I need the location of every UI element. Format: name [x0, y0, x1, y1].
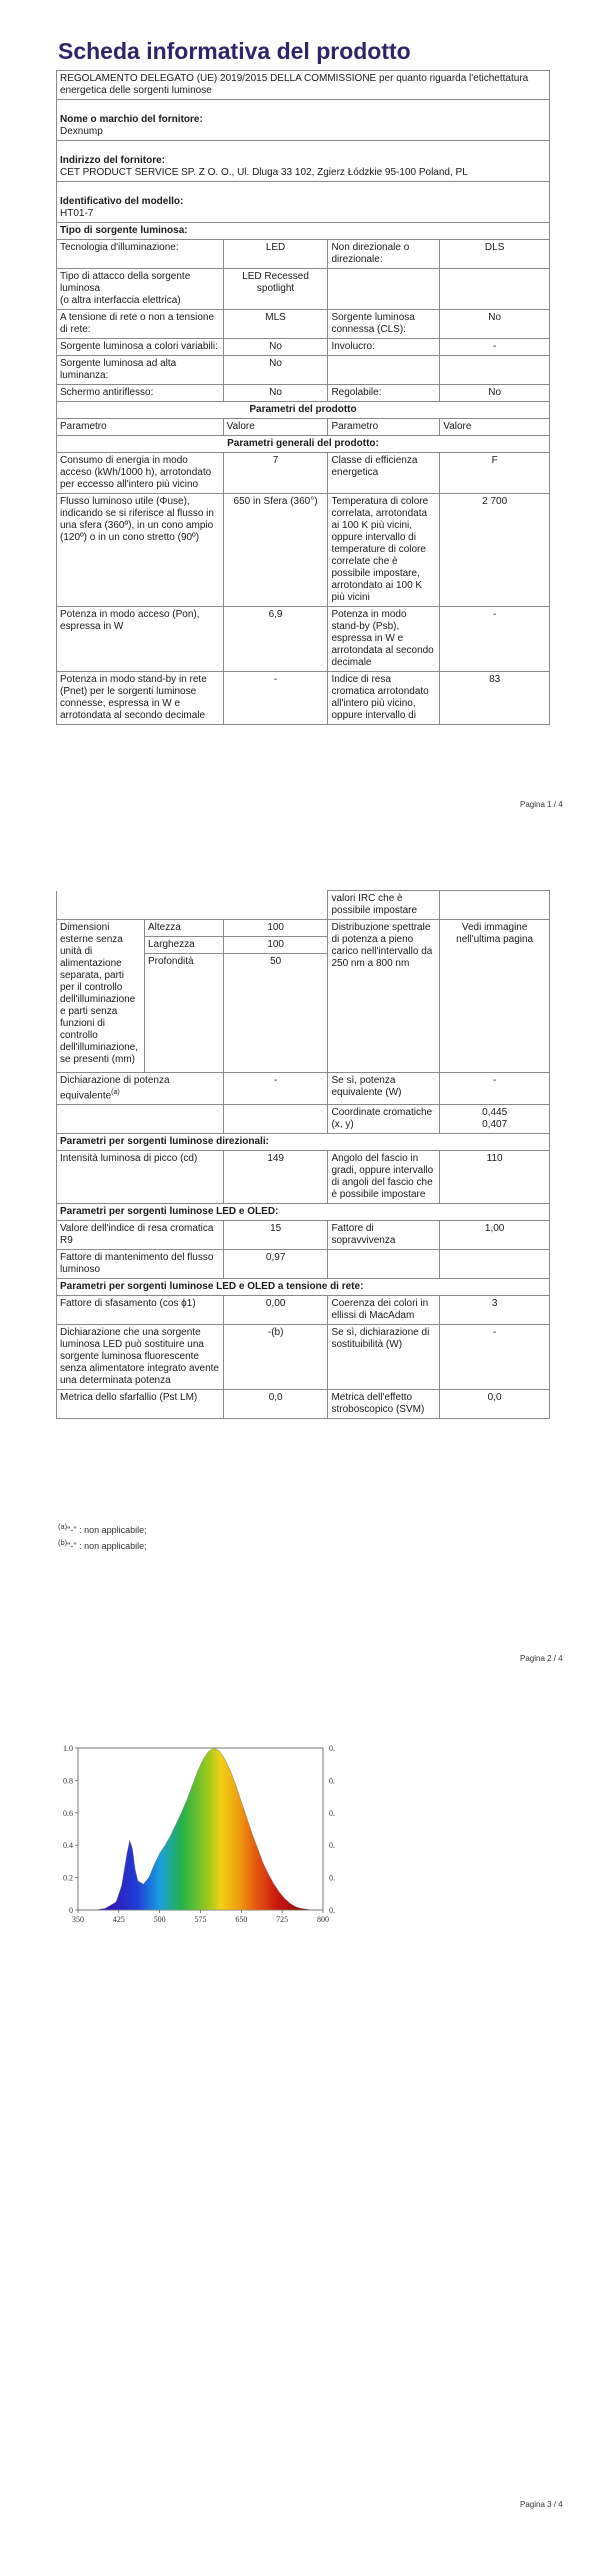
param-row — [57, 672, 550, 725]
page-3 — [0, 1720, 604, 2560]
right-tick-label: 0. — [329, 1744, 335, 1753]
param-label: Potenza in modo acceso (Pon), espressa in W — [57, 607, 224, 672]
param-value: 149 — [223, 1151, 328, 1204]
param-value: LED — [223, 240, 328, 269]
note-b: $^{(b)}$"-" : non applicabile; — [58, 1538, 147, 1551]
param-value: 83 — [440, 672, 550, 725]
x-tick-label: 725 — [276, 1915, 289, 1924]
page-3-footer: Pagina 3 / 4 — [520, 2500, 563, 2509]
dims-row — [57, 920, 550, 937]
mains-rows — [57, 1296, 550, 1419]
page-1-footer: Pagina 1 / 4 — [520, 800, 563, 809]
param-value: 6,9 — [223, 607, 328, 672]
right-tick-label: 0. — [329, 1906, 335, 1915]
product-params-heading: Parametri del prodotto — [57, 402, 550, 419]
param-value: 0,00 — [223, 1296, 328, 1325]
col-param-1: Parametro — [57, 419, 224, 436]
param-value: No — [223, 339, 328, 356]
note-a: $^{(a)}$"-" : non applicabile; — [58, 1522, 147, 1535]
param-value: - — [440, 1325, 550, 1390]
param-label: Indice di resa cromatica arrotondato all'intero più vicino, oppure intervallo di — [328, 672, 440, 725]
page-2-footer: Pagina 2 / 4 — [520, 1654, 563, 1663]
param-value: No — [223, 356, 328, 385]
product-info-table-p2 — [56, 890, 550, 1419]
model-row — [57, 182, 550, 223]
dims-label: Dimensioni esterne senza unità di alimentazione separata, parti per il controllo dell'illuminazione e parti senza funzioni di controllo dell'illuminazione, se presenti (mm) — [57, 920, 145, 1073]
param-label: Schermo antiriflesso: — [57, 385, 224, 402]
param-label: Regolabile: — [328, 385, 440, 402]
product-info-table-p1 — [56, 70, 550, 725]
supplier-address: CET PRODUCT SERVICE SP. Z O. O., Ul. Dluga 33 102, Zgierz Łódzkie 95-100 Poland, PL — [60, 167, 468, 178]
param-label — [328, 269, 440, 310]
param-value: - — [223, 672, 328, 725]
y-tick-label: 0.6 — [63, 1808, 73, 1818]
param-label: Temperatura di colore correlata, arrotondata ai 100 K più vicini, oppure intervallo di temperature di colore correlate che è possibile impostare, arrotondato ai 100 K più vicini — [328, 494, 440, 607]
dim-name: Altezza — [144, 920, 223, 937]
param-label: Potenza in modo stand-by (Psb), espressa in W e arrotondata al secondo decimale — [328, 607, 440, 672]
param-label: Dichiarazione di potenza equivalente$^{(a)}$ — [57, 1073, 224, 1105]
spectral-chart — [50, 1740, 410, 1940]
x-tick-label: 650 — [235, 1915, 248, 1924]
dim-value: 100 — [223, 920, 328, 937]
param-value: 0,0 — [440, 1390, 550, 1419]
col-value-2: Valore — [440, 419, 550, 436]
right-tick-label: 0. — [329, 1776, 335, 1786]
source-type-heading: Tipo di sorgente luminosa: — [57, 223, 550, 240]
param-label — [328, 1250, 440, 1279]
param-label: Involucro: — [328, 339, 440, 356]
cri-continuation: valori IRC che è possibile impostare — [328, 891, 440, 920]
param-value: 110 — [440, 1151, 550, 1204]
dim-value: 100 — [223, 937, 328, 954]
param-row — [57, 494, 550, 607]
param-label: Dichiarazione che una sorgente luminosa LED può sostituire una sorgente luminosa fluorescente senza alimentatore integrato avente una determinata potenza — [57, 1325, 224, 1390]
param-value: -(b) — [223, 1325, 328, 1390]
param-label: Fattore di sopravvivenza — [328, 1221, 440, 1250]
general-params-heading: Parametri generali del prodotto: — [57, 436, 550, 453]
supplier-address-row — [57, 141, 550, 182]
param-label: Metrica dello sfarfallio (Pst LM) — [57, 1390, 224, 1419]
y-tick-label: 0.8 — [63, 1776, 73, 1786]
x-tick-label: 800 — [317, 1915, 329, 1924]
right-tick-label: 0. — [329, 1841, 335, 1851]
y-tick-label: 0.4 — [63, 1841, 73, 1851]
param-label: Fattore di sfasamento (cos ϕ1) — [57, 1296, 224, 1325]
param-label: Consumo di energia in modo acceso (kWh/1000 h), arrotondato per eccesso all'intero più vicino — [57, 453, 224, 494]
param-label: Se sì, potenza equivalente (W) — [328, 1073, 440, 1105]
param-value — [440, 1250, 550, 1279]
x-tick-label: 500 — [153, 1915, 166, 1924]
param-value: - — [440, 607, 550, 672]
param-label: Coordinate cromatiche (x, y) — [328, 1105, 440, 1134]
param-label: Classe di efficienza energetica — [328, 453, 440, 494]
x-tick-label: 425 — [112, 1915, 125, 1924]
model-id: HT01-7 — [60, 208, 94, 219]
param-value: F — [440, 453, 550, 494]
spectral-value: Vedi immagine nell'ultima pagina — [440, 920, 550, 1073]
plot-area — [63, 1744, 335, 1924]
param-row — [57, 1325, 550, 1390]
param-row — [57, 453, 550, 494]
param-label: A tensione di rete o non a tensione di rete: — [57, 310, 224, 339]
param-value: - — [440, 1073, 550, 1105]
param-label: Coerenza dei colori in ellissi di MacAdam — [328, 1296, 440, 1325]
supplier-name-label: Nome o marchio del fornitore: — [60, 114, 203, 125]
param-value: 15 — [223, 1221, 328, 1250]
param-value: 2 700 — [440, 494, 550, 607]
param-value: No — [440, 385, 550, 402]
param-label: Valore dell'indice di resa cromatica R9 — [57, 1221, 224, 1250]
param-value: 7 — [223, 453, 328, 494]
param-label: Tecnologia d'illuminazione: — [57, 240, 224, 269]
continuation-row — [57, 891, 550, 920]
supplier-name: Dexnump — [60, 126, 103, 137]
param-value: 1,00 — [440, 1221, 550, 1250]
param-label — [328, 356, 440, 385]
param-row — [57, 1390, 550, 1419]
param-row — [57, 607, 550, 672]
param-value: - — [440, 339, 550, 356]
param-value: 3 — [440, 1296, 550, 1325]
param-value — [440, 356, 550, 385]
param-row — [57, 356, 550, 385]
regulation-text: REGOLAMENTO DELEGATO (UE) 2019/2015 DELLA COMMISSIONE per quanto riguarda l'etichettatura energetica delle sorgenti luminose — [57, 71, 550, 100]
param-label: Angolo del fascio in gradi, oppure intervallo di angoli del fascio che è possibile impostare — [328, 1151, 440, 1204]
dim-name: Larghezza — [144, 937, 223, 954]
param-value: No — [440, 310, 550, 339]
y-tick-label: 0.2 — [63, 1873, 73, 1883]
param-row — [57, 1221, 550, 1250]
param-row — [57, 1105, 550, 1134]
param-label: Flusso luminoso utile (Φuse), indicando se si riferisce al flusso in una sfera (360º), in un cono ampio (120º) o in un cono stretto (90º) — [57, 494, 224, 607]
spectral-label: Distribuzione spettrale di potenza a pieno carico nell'intervallo da 250 nm a 800 nm — [328, 920, 440, 1073]
param-row — [57, 310, 550, 339]
source-type-rows — [57, 240, 550, 402]
param-label: Sorgente luminosa a colori variabili: — [57, 339, 224, 356]
param-label: Se sì, dichiarazione di sostituibilità (W) — [328, 1325, 440, 1390]
param-value: 0,97 — [223, 1250, 328, 1279]
param-label: Non direzionale o direzionale: — [328, 240, 440, 269]
right-tick-label: 0. — [329, 1873, 335, 1883]
directional-heading: Parametri per sorgenti luminose direzionali: — [57, 1134, 550, 1151]
param-row — [57, 1250, 550, 1279]
param-row — [57, 1073, 550, 1105]
mains-heading: Parametri per sorgenti luminose LED e OLED a tensione di rete: — [57, 1279, 550, 1296]
param-label: Intensità luminosa di picco (cd) — [57, 1151, 224, 1204]
param-label: Sorgente luminosa ad alta luminanza: — [57, 356, 224, 385]
column-header-row — [57, 419, 550, 436]
param-value — [223, 1105, 328, 1134]
supplier-address-label: Indirizzo del fornitore: — [60, 155, 165, 166]
param-value: MLS — [223, 310, 328, 339]
param-value: 0,445 0,407 — [440, 1105, 550, 1134]
page-2 — [0, 890, 604, 1690]
supplier-name-row — [57, 100, 550, 141]
param-row — [57, 269, 550, 310]
page-1 — [0, 0, 604, 820]
param-label: Tipo di attacco della sorgente luminosa (o altra interfaccia elettrica) — [57, 269, 224, 310]
param-label: Metrica dell'effetto stroboscopico (SVM) — [328, 1390, 440, 1419]
col-param-2: Parametro — [328, 419, 440, 436]
param-value: - — [223, 1073, 328, 1105]
model-label: Identificativo del modello: — [60, 196, 184, 207]
param-value — [440, 269, 550, 310]
param-label — [57, 1105, 224, 1134]
led-rows — [57, 1221, 550, 1279]
col-value-1: Valore — [223, 419, 328, 436]
y-tick-label: 1.0 — [63, 1744, 73, 1753]
equivalent-power-rows — [57, 1073, 550, 1134]
param-value: 650 in Sfera (360°) — [223, 494, 328, 607]
param-value: LED Recessed spotlight — [223, 269, 328, 310]
param-value: 0,0 — [223, 1390, 328, 1419]
right-tick-label: 0. — [329, 1808, 335, 1818]
param-row — [57, 1296, 550, 1325]
param-label: Potenza in modo stand-by in rete (Pnet) per le sorgenti luminose connesse, espressa in W e arrotondata al secondo decimale — [57, 672, 224, 725]
param-label: Sorgente luminosa connessa (CLS): — [328, 310, 440, 339]
x-tick-label: 350 — [72, 1915, 84, 1924]
param-row — [57, 339, 550, 356]
y-tick-label: 0 — [69, 1906, 73, 1915]
param-row — [57, 240, 550, 269]
page-title: Scheda informativa del prodotto — [58, 38, 411, 64]
param-value: DLS — [440, 240, 550, 269]
general-params-rows — [57, 453, 550, 725]
param-label: Fattore di mantenimento del flusso luminoso — [57, 1250, 224, 1279]
param-value: No — [223, 385, 328, 402]
led-heading: Parametri per sorgenti luminose LED e OLED: — [57, 1204, 550, 1221]
param-row — [57, 385, 550, 402]
dim-value: 50 — [223, 954, 328, 1073]
directional-row — [57, 1151, 550, 1204]
dim-name: Profondità — [144, 954, 223, 1073]
x-tick-label: 575 — [194, 1915, 207, 1924]
